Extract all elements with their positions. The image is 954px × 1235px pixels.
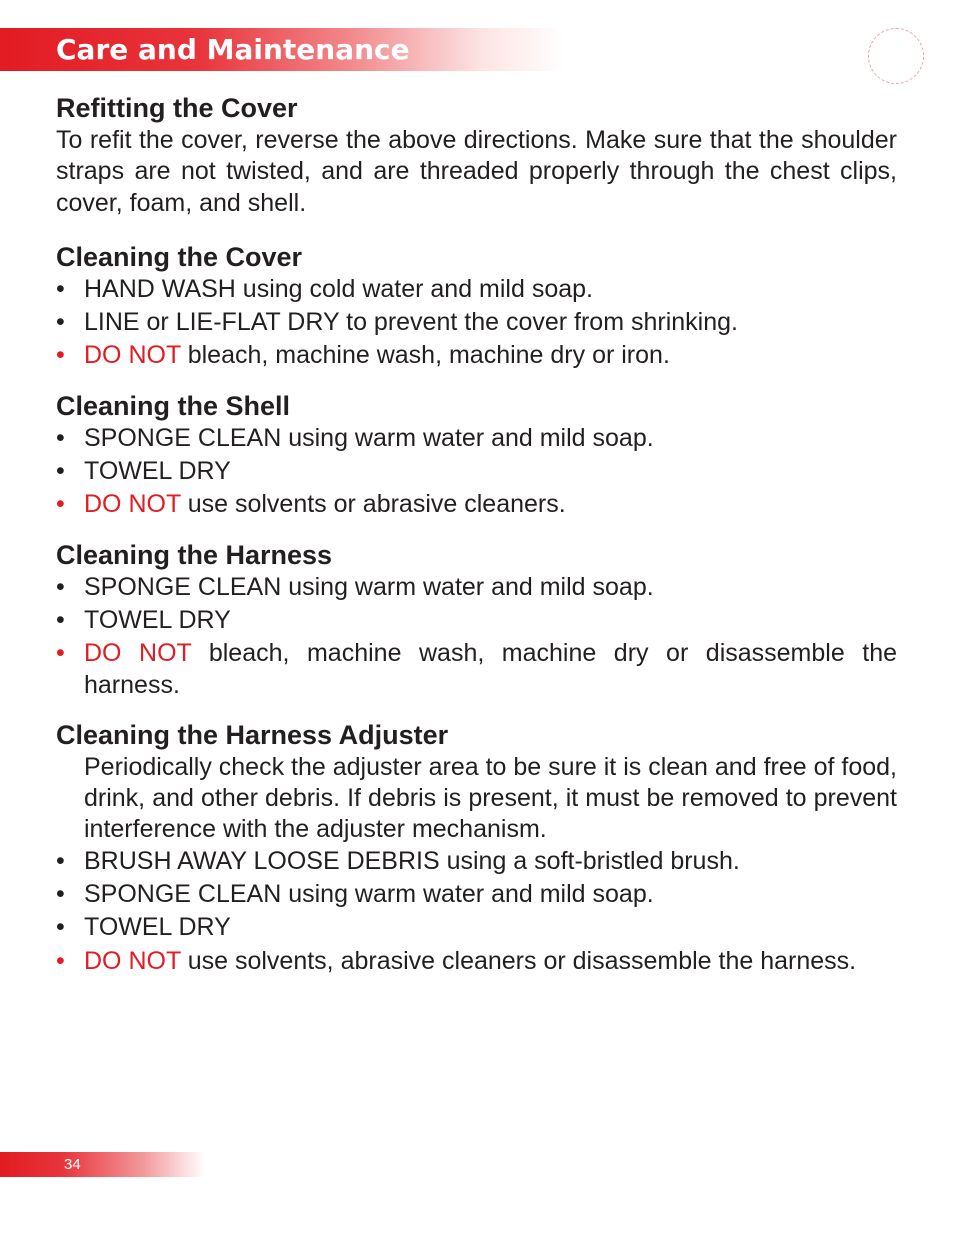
list-item-text: SPONGE CLEAN using warm water and mild soap. (84, 880, 654, 909)
warning-label: DO NOT (84, 341, 181, 370)
list-item-text: TOWEL DRY (84, 913, 231, 942)
warning-item (56, 946, 897, 977)
list-item (56, 572, 897, 603)
bullet-list (56, 274, 897, 372)
warning-item (56, 638, 897, 701)
bullet-icon: • (56, 274, 65, 303)
bullet-icon: • (56, 423, 65, 452)
list-item (56, 846, 897, 877)
bullet-icon: • (56, 572, 65, 601)
section-cleaning-shell (56, 390, 897, 521)
list-item (56, 307, 897, 338)
footer-bar (0, 1152, 205, 1177)
warning-label: DO NOT (84, 639, 192, 668)
list-item (56, 423, 897, 454)
warning-item (56, 340, 897, 371)
warning-label: DO NOT (84, 490, 181, 519)
section-cleaning-cover (56, 241, 897, 372)
section-refitting-cover (56, 92, 897, 219)
list-item (56, 274, 897, 305)
section-paragraph: Periodically check the adjuster area to be sure it is clean and free of food, drink, and other debris. If debris is present, it must be removed to prevent interference with the adjuster mechanism. (84, 752, 897, 844)
section-title: Cleaning the Cover (56, 241, 303, 272)
section-title: Cleaning the Harness (56, 539, 333, 570)
page-title: Care and Maintenance (56, 33, 410, 66)
list-item-text: SPONGE CLEAN using warm water and mild soap. (84, 423, 654, 452)
list-item-text: BRUSH AWAY LOOSE DEBRIS using a soft-bristled brush. (84, 846, 740, 875)
bullet-icon: • (56, 846, 65, 875)
bullet-icon: • (56, 341, 65, 370)
bullet-icon: • (56, 605, 65, 634)
main-content (56, 92, 897, 979)
bullet-icon: • (56, 457, 65, 486)
bullet-icon: • (56, 308, 65, 337)
warning-item (56, 489, 897, 520)
list-item-text: LINE or LIE-FLAT DRY to prevent the cover from shrinking. (84, 308, 738, 337)
bullet-list (56, 846, 897, 977)
bullet-icon: • (56, 946, 65, 975)
section-title: Cleaning the Harness Adjuster (56, 719, 449, 750)
list-item (56, 879, 897, 910)
list-item-text: HAND WASH using cold water and mild soap. (84, 274, 593, 303)
bullet-icon: • (56, 490, 65, 519)
list-item-text: TOWEL DRY (84, 605, 231, 634)
list-item-text: bleach, machine wash, machine dry or iron. (180, 341, 670, 370)
list-item (56, 456, 897, 487)
list-item-text: use solvents, abrasive cleaners or disassemble the harness. (180, 946, 857, 975)
bullet-icon: • (56, 913, 65, 942)
section-cleaning-harness (56, 539, 897, 701)
list-item-text: use solvents or abrasive cleaners. (180, 490, 566, 519)
section-title: Cleaning the Shell (56, 390, 291, 421)
warning-label: DO NOT (84, 946, 181, 975)
list-item-text: SPONGE CLEAN using warm water and mild soap. (84, 572, 654, 601)
list-item-text: bleach, machine wash, machine dry or disassemble the harness. (84, 639, 898, 699)
bullet-list (56, 423, 897, 521)
decorative-circle (868, 28, 924, 84)
section-cleaning-harness-adjuster (56, 719, 897, 977)
page-number: 34 (64, 1156, 81, 1173)
bullet-icon: • (56, 880, 65, 909)
bullet-list (56, 572, 897, 701)
section-paragraph: To refit the cover, reverse the above directions. Make sure that the shoulder straps are not twisted, and are threaded properly through the chest clips, cover, foam, and shell. (56, 126, 897, 217)
list-item (56, 605, 897, 636)
list-item-text: TOWEL DRY (84, 457, 231, 486)
section-title: Refitting the Cover (56, 93, 298, 123)
list-item (56, 912, 897, 943)
bullet-icon: • (56, 639, 65, 668)
